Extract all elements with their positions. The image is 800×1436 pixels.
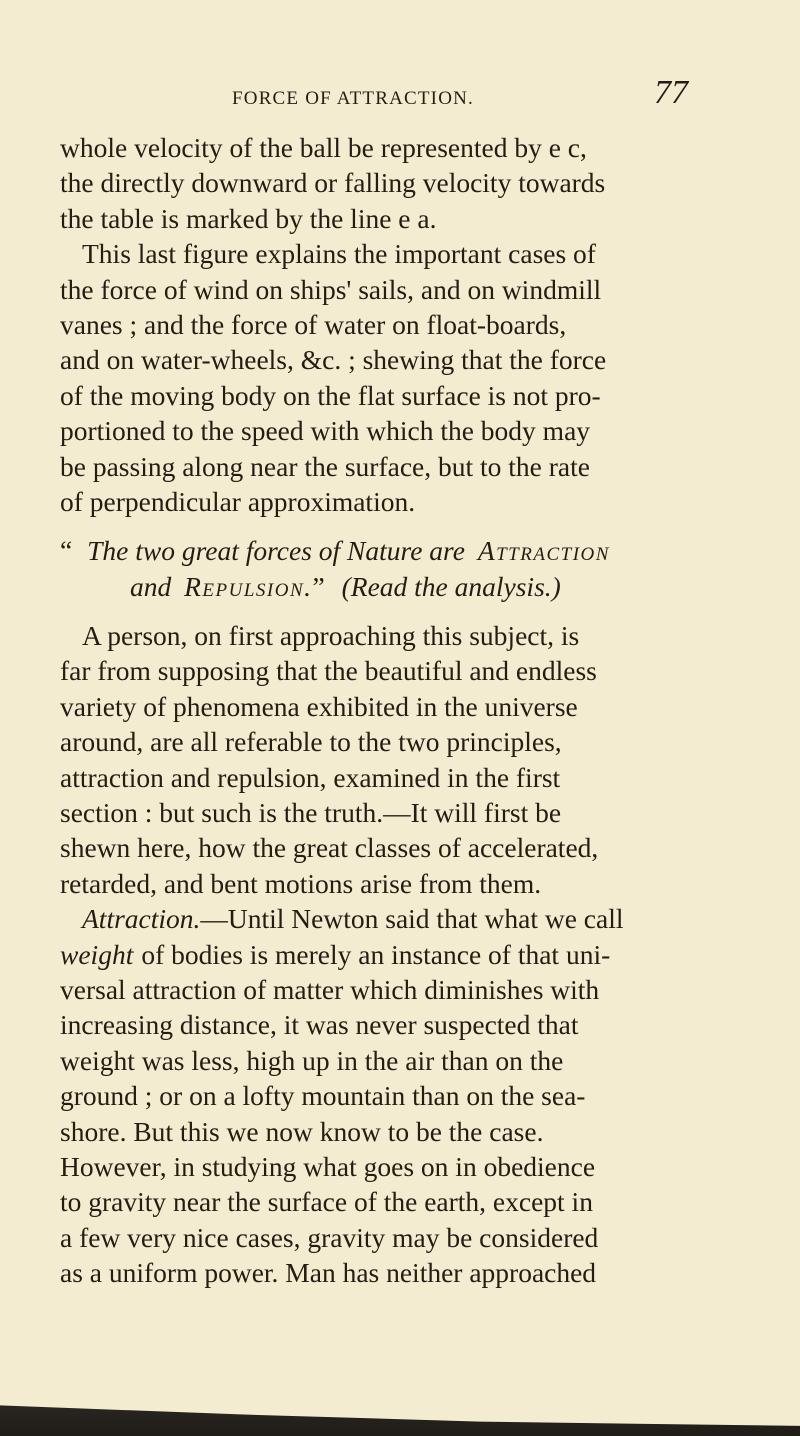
text-line: ground ; or on a lofty mountain than on the sea- <box>60 1080 586 1112</box>
text-line: A person, on first approaching this subject, is <box>82 620 580 652</box>
attraction-paragraph-start: Attraction. —Until Newton said that what we call <box>82 903 624 935</box>
text-line: the force of wind on ships' sails, and on windmill <box>60 273 602 305</box>
page-number: 77 <box>654 74 688 111</box>
text-line: shewn here, how the great classes of accelerated, <box>60 832 599 864</box>
text-line: of perpendicular approximation. <box>60 485 416 517</box>
running-head: FORCE OF ATTRACTION. <box>232 88 474 109</box>
text-line: a few very nice cases, gravity may be considered <box>60 1221 599 1253</box>
text-line: and on water-wheels, &c. ; shewing that the force <box>60 344 607 376</box>
text-line: This last figure explains the important cases of <box>82 238 596 270</box>
section-heading-cont: and Repulsion.” (Read the analysis.) <box>130 570 561 602</box>
text-line: attraction and repulsion, examined in the first <box>60 761 561 793</box>
page-header <box>0 74 800 122</box>
page-edge-shadow <box>0 1400 800 1436</box>
text-line: portioned to the speed with which the body may <box>60 415 591 447</box>
section-heading: “ The two great forces of Nature are Attraction <box>60 535 610 567</box>
text-line: far from supposing that the beautiful and endless <box>60 655 597 687</box>
text-line: whole velocity of the ball be represented by e c, <box>60 132 587 163</box>
text-line: the directly downward or falling velocity towards <box>60 167 606 199</box>
text-line: the table is marked by the line e a. <box>60 202 437 234</box>
text-line: be passing along near the surface, but to the rate <box>60 450 590 482</box>
body-text <box>60 130 692 1291</box>
text-line: retarded, and bent motions arise from them. <box>60 867 542 899</box>
text-line: weight was less, high up in the air than on the <box>60 1044 564 1076</box>
text-line: weight of bodies is merely an instance of that uni- <box>60 938 611 970</box>
text-line: of the moving body on the flat surface is not pro- <box>60 379 601 411</box>
text-line: section : but such is the truth.—It will first be <box>60 797 562 829</box>
text-line: as a uniform power. Man has neither approached <box>60 1257 597 1289</box>
text-line: However, in studying what goes on in obedience <box>60 1150 596 1182</box>
text-line: versal attraction of matter which diminishes with <box>60 973 600 1005</box>
text-line: variety of phenomena exhibited in the universe <box>60 690 578 722</box>
text-line: increasing distance, it was never suspected that <box>60 1009 579 1041</box>
text-line: around, are all referable to the two principles, <box>60 726 562 758</box>
text-line: to gravity near the surface of the earth, except in <box>60 1186 593 1218</box>
text-line: vanes ; and the force of water on float-boards, <box>60 308 567 340</box>
text-line: shore. But this we now know to be the case. <box>60 1115 544 1147</box>
